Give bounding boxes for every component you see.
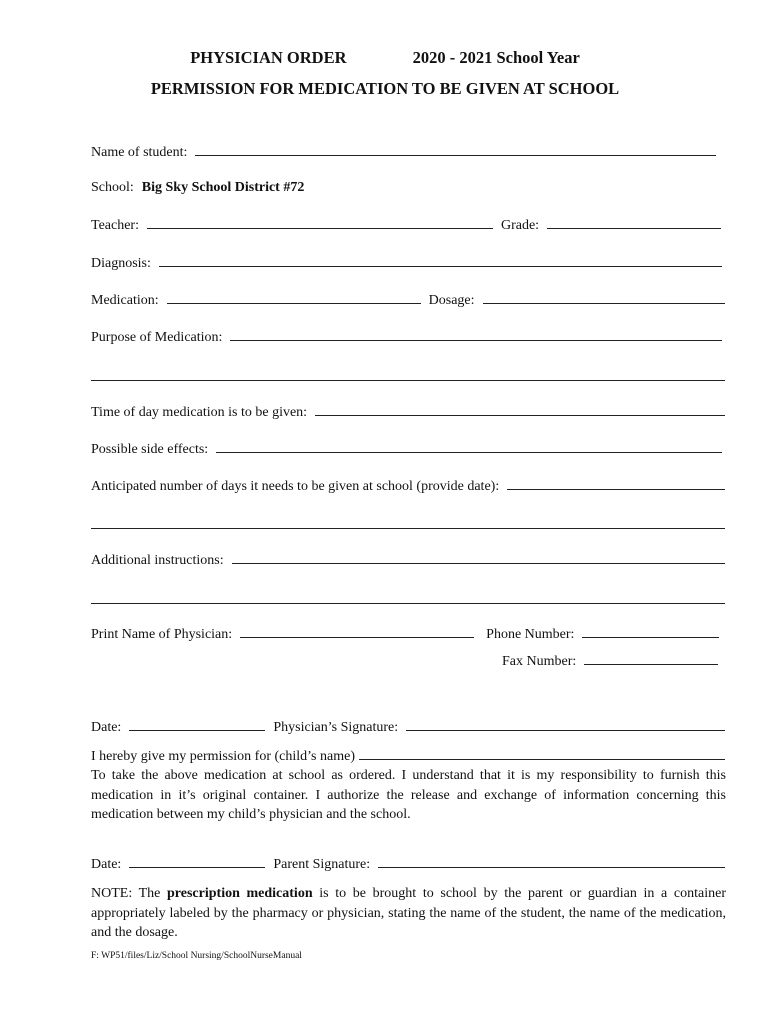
dosage-label: Dosage:: [428, 293, 475, 308]
days-label: Anticipated number of days it needs to be given at school (provide date):: [91, 479, 500, 494]
additional-label: Additional instructions:: [91, 553, 224, 568]
medication-label: Medication:: [91, 293, 159, 308]
parent-signature-row: [91, 855, 725, 873]
student-name-label: Name of student:: [91, 145, 188, 160]
diagnosis-row: [91, 254, 722, 272]
form-title-row: [0, 48, 770, 68]
order-title: PHYSICIAN ORDER: [190, 48, 347, 67]
additional-field[interactable]: [232, 551, 725, 564]
teacher-grade-row: [91, 216, 721, 234]
grade-field[interactable]: [547, 216, 721, 229]
time-field[interactable]: [315, 403, 725, 416]
footer-path: F: WP51/files/Liz/School Nursing/SchoolNurseManual: [91, 951, 302, 961]
parent-date-label: Date:: [91, 857, 122, 872]
date-signature-row: [91, 718, 725, 736]
fax-field[interactable]: [584, 652, 718, 665]
days-field[interactable]: [507, 477, 725, 490]
teacher-label: Teacher:: [91, 218, 139, 233]
medication-field[interactable]: [167, 291, 421, 304]
physician-phone-row: [91, 625, 719, 643]
parent-date-field[interactable]: [129, 855, 265, 868]
time-row: [91, 403, 725, 421]
form-subtitle: PERMISSION FOR MEDICATION TO BE GIVEN AT SCHOOL: [150, 79, 620, 98]
school-row: [91, 180, 726, 196]
note-suffix: is to be brought to school by the parent or guardian in a container appropriately labeled by the pharmacy or physician, stating the name of the student, the name of the medication, and the dosage.: [91, 886, 726, 940]
purpose-label: Purpose of Medication:: [91, 330, 223, 345]
school-label: School:: [91, 180, 134, 195]
diagnosis-field[interactable]: [159, 254, 722, 267]
diagnosis-label: Diagnosis:: [91, 256, 151, 271]
fax-row: [502, 652, 718, 670]
fax-label: Fax Number:: [502, 654, 577, 669]
additional-row: [91, 551, 725, 569]
student-name-field[interactable]: [195, 143, 716, 156]
physician-name-field[interactable]: [240, 625, 474, 638]
time-label: Time of day medication is to be given:: [91, 405, 308, 420]
phone-field[interactable]: [582, 625, 719, 638]
additional-field-continued[interactable]: [91, 603, 725, 604]
permission-paragraph: To take the above medication at school as ordered. I understand that it is my responsibility to furnish this medication in it’s original container. I authorize the release and exchange of information concerning this medication between my child’s physician and the school.: [91, 768, 726, 822]
dosage-field[interactable]: [483, 291, 725, 304]
grade-label: Grade:: [500, 218, 540, 233]
teacher-field[interactable]: [147, 216, 493, 229]
physician-signature-field[interactable]: [406, 718, 725, 731]
physician-signature-label: Physician’s Signature:: [273, 720, 399, 735]
school-year: 2020 - 2021 School Year: [412, 48, 580, 67]
purpose-row: [91, 328, 722, 346]
parent-signature-field[interactable]: [378, 855, 725, 868]
side-effects-row: [91, 440, 722, 458]
note-paragraph: [91, 884, 726, 943]
parent-signature-label: Parent Signature:: [273, 857, 371, 872]
permission-label: I hereby give my permission for (child’s name): [91, 749, 355, 764]
side-effects-field[interactable]: [216, 440, 722, 453]
date-label: Date:: [91, 720, 122, 735]
physician-name-label: Print Name of Physician:: [91, 627, 233, 642]
date-field[interactable]: [129, 718, 265, 731]
child-name-field[interactable]: [359, 747, 725, 760]
phone-label: Phone Number:: [486, 627, 575, 642]
note-bold-text: prescription medication: [167, 886, 313, 901]
permission-row: [91, 747, 725, 765]
note-prefix: NOTE: The: [91, 886, 168, 901]
days-row: [91, 477, 725, 495]
days-field-continued[interactable]: [91, 528, 725, 529]
purpose-field-continued[interactable]: [91, 380, 725, 381]
student-name-row: [91, 143, 716, 161]
school-value: Big Sky School District #72: [141, 180, 305, 195]
medication-dosage-row: [91, 291, 725, 309]
purpose-field[interactable]: [230, 328, 722, 341]
side-effects-label: Possible side effects:: [91, 442, 209, 457]
